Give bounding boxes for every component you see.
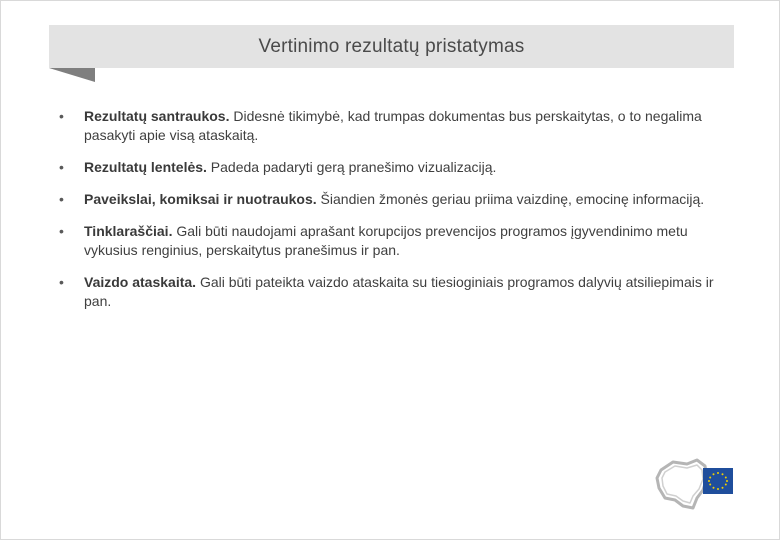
bullet-dot-icon: • <box>59 274 64 290</box>
bullet-lead: Paveikslai, komiksai ir nuotraukos. <box>84 191 317 207</box>
bullet-text: Gali būti pateikta vaizdo ataskaita su tiesioginiais programos dalyvių atsiliepimais ir pan. <box>84 274 714 309</box>
bullet-text: Didesnė tikimybė, kad trumpas dokumentas bus perskaitytas, o to negalima pasakyti apie visą ataskaitą. <box>84 108 702 143</box>
bullet-text: Gali būti naudojami aprašant korupcijos prevencijos programos įgyvendinimo metu vykusius renginius, perskaitytus pranešimus ir pan. <box>84 223 688 258</box>
bullet-lead: Vaizdo ataskaita. <box>84 274 197 290</box>
bullet-dot-icon: • <box>59 223 64 239</box>
bullet-lead: Rezultatų lentelės. <box>84 159 207 175</box>
bullet-text: Šiandien žmonės geriau priima vaizdinę, emocinę informaciją. <box>316 191 705 207</box>
bullet-dot-icon: • <box>59 108 64 124</box>
slide-title: Vertinimo rezultatų pristatymas <box>258 35 525 57</box>
bullet-list <box>59 107 729 324</box>
bullet-item-blogs <box>59 222 729 260</box>
lithuania-eu-flag-logo-icon <box>653 456 735 512</box>
bullet-item-video <box>59 273 729 311</box>
bullet-dot-icon: • <box>59 159 64 175</box>
bullet-item-summaries <box>59 107 729 145</box>
title-bar <box>49 25 734 68</box>
bullet-item-pictures <box>59 190 729 209</box>
bullet-lead: Rezultatų santraukos. <box>84 108 230 124</box>
eu-flag <box>703 468 733 494</box>
bullet-item-tables <box>59 158 729 177</box>
title-tab-decoration <box>49 68 95 82</box>
bullet-lead: Tinklaraščiai. <box>84 223 173 239</box>
bullet-dot-icon: • <box>59 191 64 207</box>
bullet-text: Padeda padaryti gerą pranešimo vizualizaciją. <box>206 159 497 175</box>
